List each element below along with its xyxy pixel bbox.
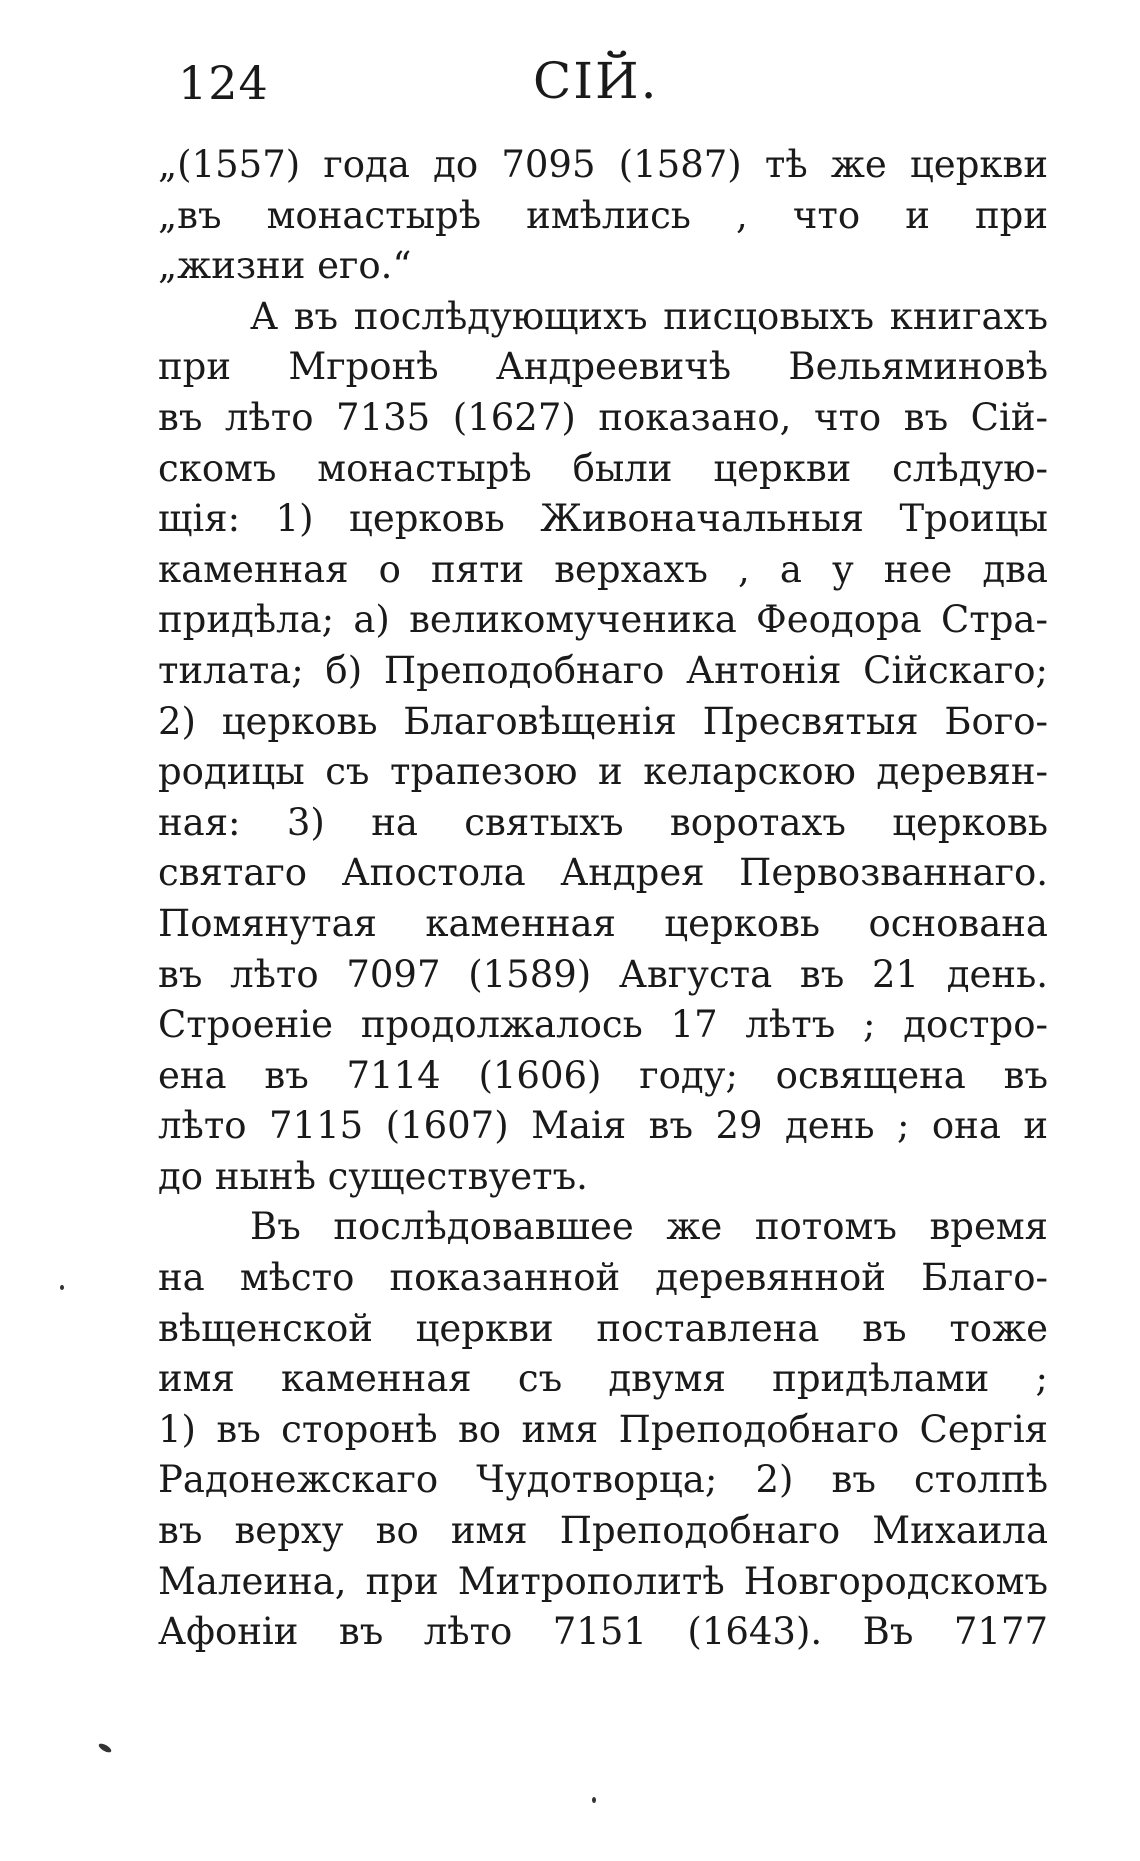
text-line: придѣла; а) великомученика Феодора Стра- bbox=[158, 598, 1048, 642]
text-line: святаго Апостола Андрея Первозваннаго. bbox=[158, 851, 1048, 895]
ink-speck bbox=[592, 1797, 596, 1803]
text-line: Афоніи въ лѣто 7151 (1643). Въ 7177 bbox=[158, 1610, 1048, 1654]
text-line: Радонежскаго Чудотворца; 2) въ столпѣ bbox=[158, 1458, 1048, 1502]
text-line: ная: 3) на святыхъ воротахъ церковь bbox=[158, 800, 1048, 844]
running-head: СІЙ. bbox=[533, 52, 659, 110]
text-line: 1) въ сторонѣ во имя Преподобнаго Сергія bbox=[158, 1407, 1048, 1451]
text-line: каменная о пяти верхахъ , а у нее два bbox=[158, 547, 1048, 591]
text-line: на мѣсто показанной деревянной Благо- bbox=[158, 1256, 1048, 1300]
text-line: Помянутая каменная церковь основана bbox=[158, 901, 1048, 945]
text-line: лѣто 7115 (1607) Маія въ 29 день ; она и bbox=[158, 1104, 1048, 1148]
text-line: при Мгронѣ Андреевичѣ Вельяминовѣ bbox=[158, 345, 1048, 389]
text-line: „въ монастырѣ имѣлись , что и при bbox=[158, 193, 1048, 237]
text-line: въ лѣто 7135 (1627) показано, что въ Сій- bbox=[158, 395, 1048, 439]
text-line: въ лѣто 7097 (1589) Августа въ 21 день. bbox=[158, 952, 1048, 996]
text-line: имя каменная съ двумя придѣлами ; bbox=[158, 1357, 1048, 1401]
text-line: родицы съ трапезою и келарскою деревян- bbox=[158, 750, 1048, 794]
text-line: 2) церковь Благовѣщенія Пресвятыя Бого- bbox=[158, 699, 1048, 743]
text-line: „(1557) года до 7095 (1587) тѣ же церкви bbox=[158, 143, 1048, 186]
text-line: въ верху во имя Преподобнаго Михаила bbox=[158, 1509, 1048, 1553]
body-text bbox=[158, 140, 1048, 1658]
text-line: ена въ 7114 (1606) году; освящена въ bbox=[158, 1053, 1048, 1097]
text-line: „жизни его.“ bbox=[158, 244, 412, 288]
ink-speck bbox=[60, 1285, 64, 1290]
text-line: щія: 1) церковь Живоначальныя Троицы bbox=[158, 497, 1048, 541]
text-line: Малеина, при Митрополитѣ Новгородскомъ bbox=[158, 1559, 1048, 1603]
page-header bbox=[178, 48, 1038, 118]
text-line: А въ послѣдующихъ писцовыхъ книгахъ bbox=[250, 294, 1048, 338]
text-line: до нынѣ существуетъ. bbox=[158, 1154, 588, 1198]
text-line: скомъ монастырѣ были церкви слѣдую- bbox=[158, 446, 1048, 490]
ink-speck bbox=[97, 1742, 112, 1754]
text-line: тилата; б) Преподобнаго Антонія Сійскаго; bbox=[158, 648, 1048, 692]
text-line: Строеніе продолжалось 17 лѣтъ ; достро- bbox=[158, 1003, 1048, 1047]
text-line: вѣщенской церкви поставлена въ тоже bbox=[158, 1306, 1048, 1350]
text-line: Въ послѣдовавшее же потомъ время bbox=[250, 1205, 1048, 1249]
page-number: 124 bbox=[178, 56, 269, 110]
